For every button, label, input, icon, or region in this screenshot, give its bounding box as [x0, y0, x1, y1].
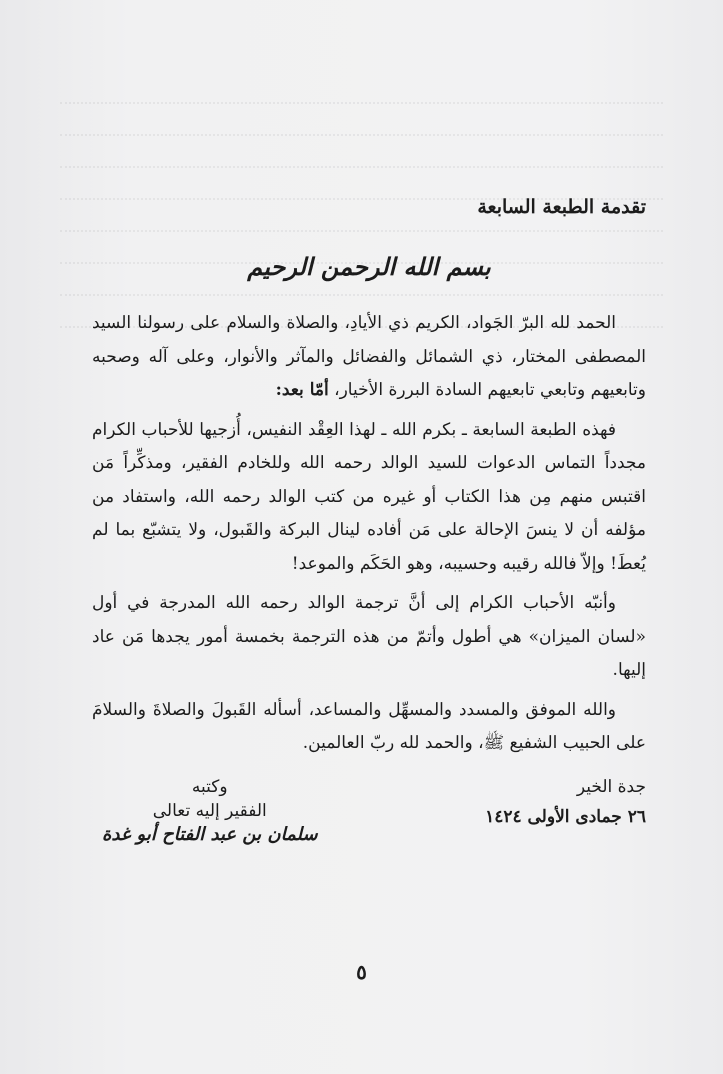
signature-author — [102, 775, 318, 847]
signature-name: سلمان بن عبد الفتاح أبو غدة — [102, 823, 318, 845]
page-content — [92, 196, 646, 855]
paragraph-1 — [92, 307, 646, 408]
basmala-calligraphy: بسم الله الرحمن الرحيم — [247, 252, 491, 281]
paragraph-1-text: الحمد لله البرّ الجَواد، الكريم ذي الأيادِ، والصلاة والسلام على رسولنا السيد المصطفى المختار، ذي الشمائل والفضائل والمآثر والأنوار، وعلى آله وصحبه وتابعيهم وتابعي تابعيهم السادة البررة الأخيار، — [92, 313, 646, 400]
signature-place: جدة الخير — [576, 776, 646, 797]
signature-wrote: وكتبه — [191, 776, 228, 797]
signature-block — [92, 775, 646, 855]
paragraph-2: فهذه الطبعة السابعة ـ بكرم الله ـ لهذا العِقْد النفيس، أُزجيها للأحباب الكرام مجدداً التماس الدعوات للسيد الوالد رحمه الله وللخادم الفقير، ومذكِّراً مَن اقتبس منهم مِن هذا الكتاب أو غيره من كتب الوالد رحمه الله، واستفاد من مؤلفه أن لا ينسَ الإحالة على مَن أفاده لينال البركة والقَبول، ولا يتشبّع بما لم يُعطَ! وإلاّ فالله رقيبه وحسيبه، وهو الحَكَم والموعد! — [92, 419, 646, 574]
page-number: ٥ — [356, 960, 367, 984]
signature-place-date — [485, 775, 646, 829]
signature-humble: الفقير إليه تعالى — [152, 800, 267, 821]
paragraph-3: وأنبّه الأحباب الكرام إلى أنَّ ترجمة الوالد رحمه الله المدرجة في أول «لسان الميزان» هي أطول وأتمّ من هذه الترجمة بخمسة أمور يجدها مَن عاد إليها. — [92, 593, 646, 680]
paragraph-4: والله الموفق والمسدد والمسهِّل والمساعد، أسأله القَبولَ والصلاةَ والسلامَ على الحبيب الشفيع ﷺ، والحمد لله ربّ العالمين. — [92, 699, 646, 753]
page-title: تقدمة الطبعة السابعة — [477, 196, 646, 218]
signature-date: ٢٦ جمادى الأولى ١٤٢٤ — [485, 806, 646, 827]
paragraph-1-bold-tail: أمّا بعد: — [275, 380, 329, 400]
